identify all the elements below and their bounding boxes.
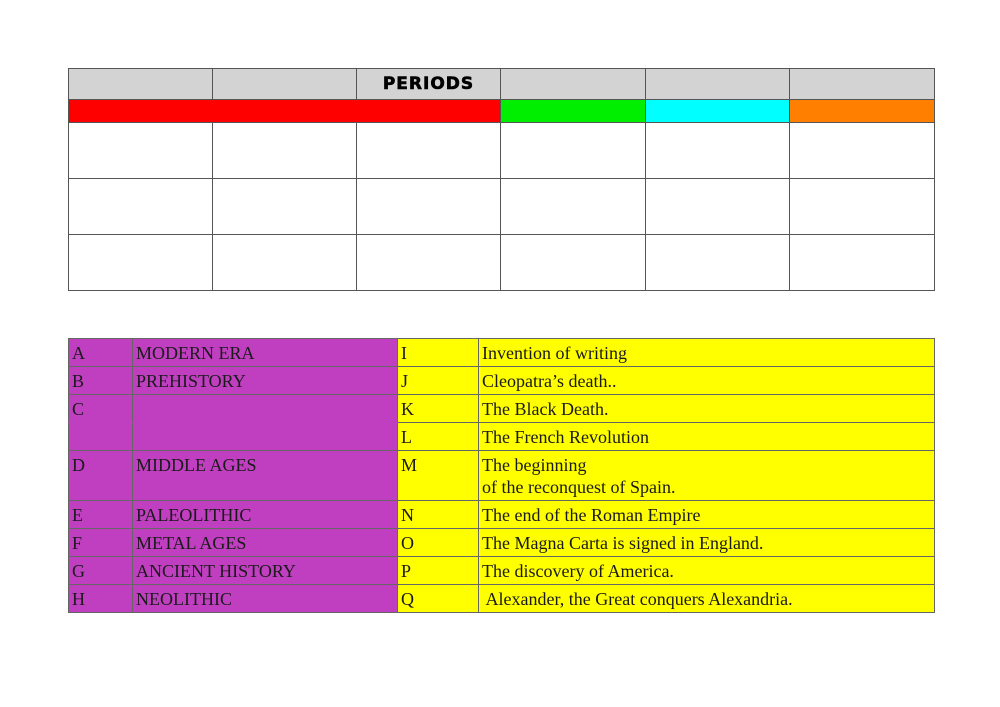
answer-cell[interactable]: [790, 123, 935, 179]
period-letter: F: [69, 529, 133, 557]
header-cell: [69, 69, 213, 100]
answer-cell[interactable]: [501, 123, 646, 179]
period-letter: B: [69, 367, 133, 395]
answer-cell[interactable]: [646, 179, 790, 235]
period-name: METAL AGES: [133, 529, 398, 557]
red-band: [69, 100, 501, 123]
table-row: [69, 339, 935, 367]
periods-title: PERIODS: [382, 74, 475, 94]
event-letter: M: [398, 451, 479, 501]
event-letter: L: [398, 423, 479, 451]
header-cell: [501, 69, 646, 100]
answer-cell[interactable]: [69, 235, 213, 291]
answer-row: [69, 179, 935, 235]
cyan-band: [646, 100, 790, 123]
answer-cell[interactable]: [790, 235, 935, 291]
event-letter: I: [398, 339, 479, 367]
event-letter: K: [398, 395, 479, 423]
header-cell: [357, 69, 501, 100]
event-letter: O: [398, 529, 479, 557]
event-text: Alexander, the Great conquers Alexandria.: [479, 585, 935, 613]
table-row: [69, 501, 935, 529]
period-letter: D: [69, 451, 133, 501]
table-row: [69, 395, 935, 423]
answer-cell[interactable]: [501, 235, 646, 291]
period-name: PALEOLITHIC: [133, 501, 398, 529]
answer-cell[interactable]: [501, 179, 646, 235]
period-letter: E: [69, 501, 133, 529]
event-text: The Magna Carta is signed in England.: [479, 529, 935, 557]
answer-cell[interactable]: [357, 179, 501, 235]
answer-cell[interactable]: [69, 179, 213, 235]
period-letter: G: [69, 557, 133, 585]
period-name: NEOLITHIC: [133, 585, 398, 613]
answer-cell[interactable]: [646, 123, 790, 179]
table-row: [69, 529, 935, 557]
answer-row: [69, 235, 935, 291]
table-row: [69, 367, 935, 395]
period-name: MODERN ERA: [133, 339, 398, 367]
table-row: [69, 451, 935, 501]
period-name: ANCIENT HISTORY: [133, 557, 398, 585]
period-name: MIDDLE AGES: [133, 451, 398, 501]
orange-band: [790, 100, 935, 123]
header-cell: [790, 69, 935, 100]
event-text: The Black Death.: [479, 395, 935, 423]
event-text: The French Revolution: [479, 423, 935, 451]
green-band: [501, 100, 646, 123]
event-letter: N: [398, 501, 479, 529]
answer-cell[interactable]: [790, 179, 935, 235]
answer-cell[interactable]: [69, 123, 213, 179]
period-letter: C: [69, 395, 133, 423]
answer-cell[interactable]: [213, 179, 357, 235]
event-text: [479, 451, 935, 501]
header-cell: [646, 69, 790, 100]
event-text-line: of the reconquest of Spain.: [482, 477, 676, 497]
periods-table: [68, 68, 935, 291]
answer-row: [69, 123, 935, 179]
period-name-blank[interactable]: [133, 395, 398, 423]
answer-cell[interactable]: [357, 235, 501, 291]
periods-header-row: [69, 69, 935, 100]
event-letter: P: [398, 557, 479, 585]
event-text: Cleopatra’s death..: [479, 367, 935, 395]
event-text: The discovery of America.: [479, 557, 935, 585]
period-name: PREHISTORY: [133, 367, 398, 395]
period-name-empty: [133, 423, 398, 451]
table-row: [69, 557, 935, 585]
period-letter: H: [69, 585, 133, 613]
event-text: Invention of writing: [479, 339, 935, 367]
answer-cell[interactable]: [213, 123, 357, 179]
answer-cell[interactable]: [646, 235, 790, 291]
period-letter: A: [69, 339, 133, 367]
event-letter: Q: [398, 585, 479, 613]
header-cell: [213, 69, 357, 100]
event-text-line: The beginning: [482, 455, 587, 475]
matching-table: [68, 338, 935, 613]
answer-cell[interactable]: [213, 235, 357, 291]
event-text: The end of the Roman Empire: [479, 501, 935, 529]
table-row: [69, 423, 935, 451]
answer-cell[interactable]: [357, 123, 501, 179]
event-letter: J: [398, 367, 479, 395]
table-row: [69, 585, 935, 613]
color-band-row: [69, 100, 935, 123]
period-letter-empty: [69, 423, 133, 451]
